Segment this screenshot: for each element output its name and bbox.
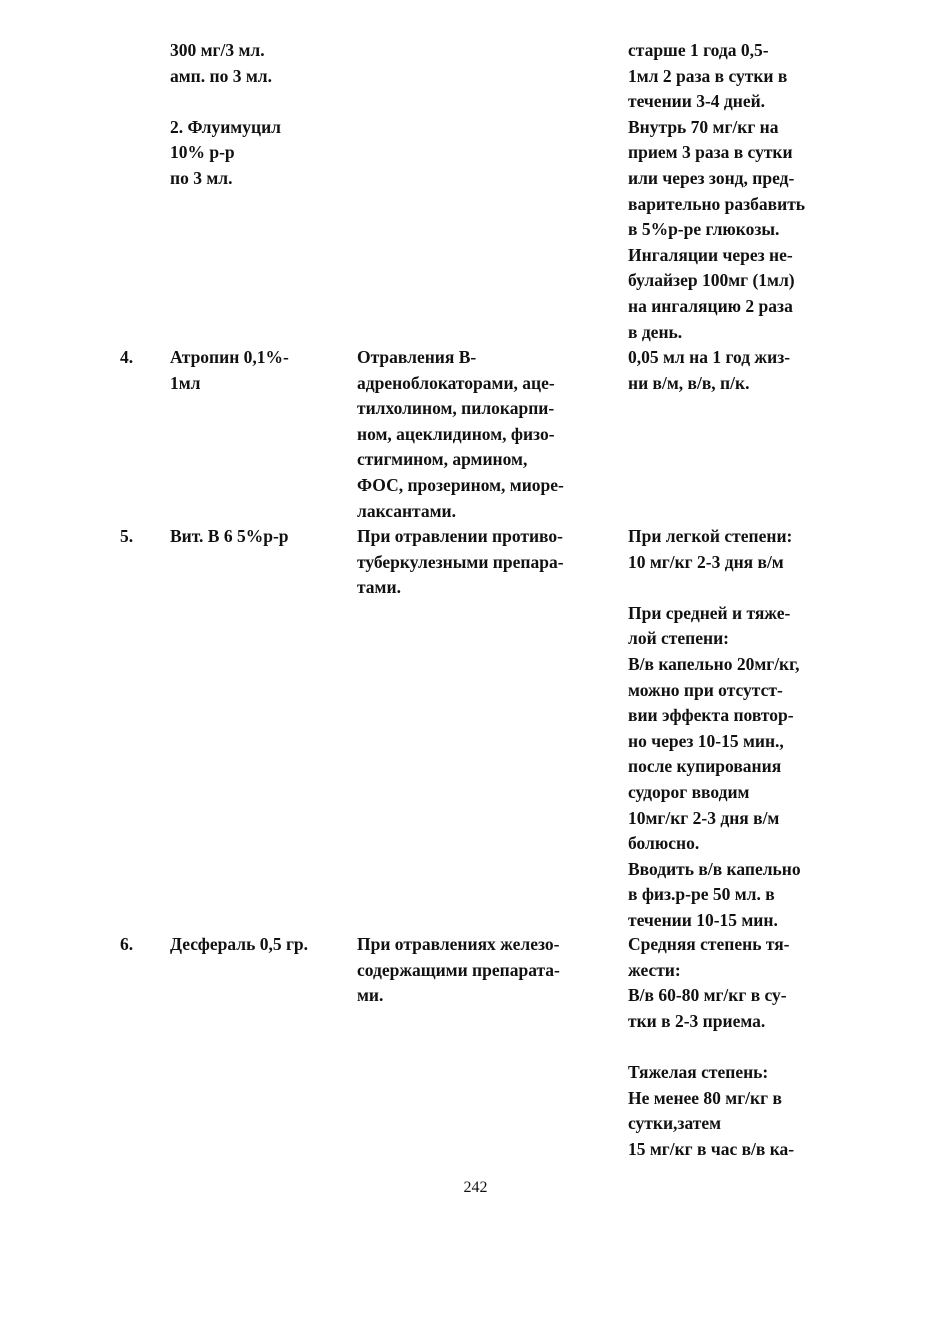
text-line: сутки,затем (628, 1113, 722, 1134)
text-line: по 3 мл. (170, 167, 233, 188)
text-line: лой степени: (628, 628, 730, 649)
text-line: прием 3 раза в сутки (628, 142, 793, 163)
text-line: старше 1 года 0,5- (628, 40, 769, 60)
row-4-drug-cell (170, 345, 350, 396)
text-line: 1мл (170, 372, 201, 393)
row-6-indication-cell (357, 932, 612, 1009)
text-line: но через 10-15 мин., (628, 730, 784, 751)
text-line: содержащими препарата- (357, 959, 560, 980)
text-line: Внутрь 70 мг/кг на (628, 116, 779, 137)
row-6-dose-cell (628, 932, 843, 1162)
text-line (628, 1034, 843, 1060)
text-line: тами. (357, 577, 401, 598)
text-line: 10 мг/кг 2-3 дня в/м (628, 551, 784, 572)
text-line: 10% р-р (170, 142, 235, 163)
text-line: При средней и тяже- (628, 602, 791, 623)
text-line: Вводить в/в капельно (628, 858, 801, 879)
row-5-indication-cell (357, 524, 612, 601)
continuation-drug-cell (170, 38, 350, 192)
text-line: течении 10-15 мин. (628, 909, 778, 930)
row-5-dose-cell (628, 524, 843, 934)
text-line: лаксантами. (357, 500, 456, 521)
text-line: Тяжелая степень: (628, 1061, 769, 1082)
text-line: после купирования (628, 756, 782, 777)
text-line: на ингаляцию 2 раза (628, 295, 793, 316)
text-line: Отравления В- (357, 347, 477, 367)
text-line: В/в 60-80 мг/кг в су- (628, 985, 787, 1006)
row-6-drug-cell (170, 932, 350, 958)
text-line: тилхолином, пилокарпи- (357, 398, 555, 419)
text-line: ФОС, прозерином, миоре- (357, 474, 564, 495)
text-line (170, 89, 350, 115)
text-line: В/в капельно 20мг/кг, (628, 653, 800, 674)
text-line: 15 мг/кг в час в/в ка- (628, 1138, 795, 1159)
text-line: булайзер 100мг (1мл) (628, 270, 795, 291)
text-line: или через зонд, пред- (628, 167, 795, 188)
text-line: судорог вводим (628, 781, 750, 802)
text-line: болюсно. (628, 833, 700, 854)
text-line: При отравлении противо- (357, 526, 563, 546)
text-line: 10мг/кг 2-3 дня в/м (628, 807, 780, 828)
text-line: 1мл 2 раза в сутки в (628, 65, 788, 86)
text-line: варительно разбавить (628, 193, 806, 214)
row-4-indication-cell (357, 345, 612, 524)
text-line: адреноблокаторами, аце- (357, 372, 555, 393)
text-line (628, 575, 843, 601)
text-line: 0,05 мл на 1 год жиз- (628, 347, 791, 367)
text-line: ми. (357, 985, 384, 1006)
text-line: Ингаляции через не- (628, 244, 793, 265)
text-line: жести: (628, 959, 681, 980)
text-line: Средняя степень тя- (628, 934, 790, 954)
text-line: ни в/м, в/в, п/к. (628, 372, 750, 393)
text-line: Не менее 80 мг/кг в (628, 1087, 782, 1108)
row-5-drug-cell (170, 524, 350, 550)
text-line: вии эффекта повтор- (628, 705, 794, 726)
text-line: Десфераль 0,5 гр. (170, 934, 309, 954)
text-line: течении 3-4 дней. (628, 91, 766, 112)
text-line: стигмином, армином, (357, 449, 528, 470)
row-4-dose-cell (628, 345, 843, 396)
text-line: туберкулезными препара- (357, 551, 564, 572)
text-line: Вит. В 6 5%р-р (170, 526, 289, 546)
row-5-number: 5. (120, 526, 134, 546)
text-line: в 5%р-ре глюкозы. (628, 219, 780, 240)
row-4-number: 4. (120, 347, 134, 367)
text-line: При легкой степени: (628, 526, 793, 546)
text-line: тки в 2-3 приема. (628, 1010, 766, 1031)
page-number: 242 (463, 1179, 488, 1196)
text-line: ном, ацеклидином, физо- (357, 423, 555, 444)
text-line: в день. (628, 321, 683, 342)
row-6-number: 6. (120, 934, 134, 954)
text-line: 300 мг/3 мл. (170, 40, 265, 60)
text-line: 2. Флуимуцил (170, 116, 281, 137)
text-line: Атропин 0,1%- (170, 347, 289, 367)
continuation-dose-cell (628, 38, 843, 345)
text-line: можно при отсутст- (628, 679, 783, 700)
text-line: амп. по 3 мл. (170, 65, 272, 86)
text-line: в физ.р-ре 50 мл. в (628, 884, 775, 905)
text-line: При отравлениях железо- (357, 934, 560, 954)
